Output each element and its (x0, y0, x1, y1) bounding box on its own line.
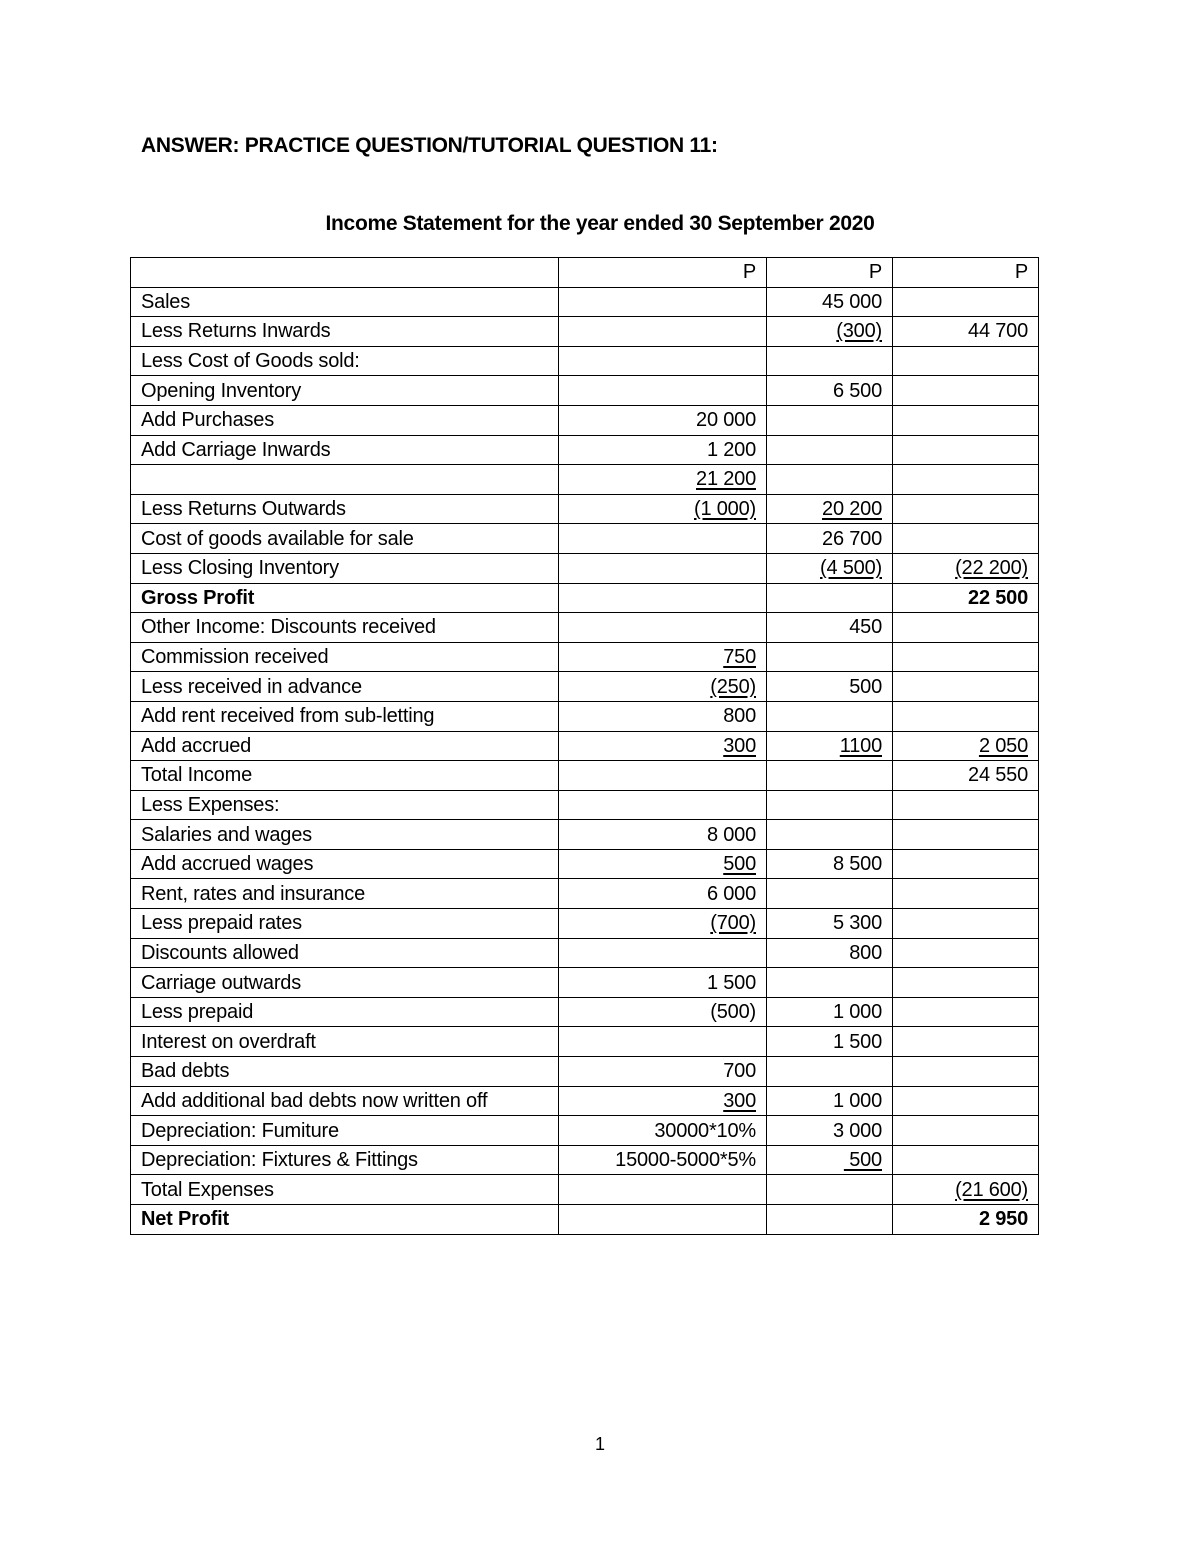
row-label: Less Expenses: (131, 790, 559, 820)
amount-cell-a (559, 1205, 767, 1235)
header-cell-label (131, 258, 559, 288)
amount-cell-a (559, 346, 767, 376)
amount-cell-b (767, 849, 893, 879)
amount-cell-c (893, 494, 1039, 524)
amount-value: 1 000 (832, 1001, 882, 1024)
amount-cell-c (893, 435, 1039, 465)
table-row (131, 761, 1039, 791)
row-label: Interest on overdraft (131, 1027, 559, 1057)
table-row (131, 1116, 1039, 1146)
table-row (131, 465, 1039, 495)
amount-cell-a (559, 879, 767, 909)
row-label: Bad debts (131, 1057, 559, 1087)
row-label: Depreciation: Fumiture (131, 1116, 559, 1146)
table-row (131, 1027, 1039, 1057)
amount-value: 700 (723, 1060, 756, 1083)
amount-cell-c (893, 938, 1039, 968)
amount-value: 15000-5000*5% (615, 1149, 756, 1172)
row-label: Total Income (131, 761, 559, 791)
amount-value: 3 000 (832, 1119, 882, 1142)
amount-value: 1 200 (706, 438, 756, 461)
row-label: Less Returns Inwards (131, 317, 559, 347)
amount-cell-c (893, 761, 1039, 791)
row-label: Commission received (131, 642, 559, 672)
amount-cell-a (559, 997, 767, 1027)
amount-cell-b (767, 405, 893, 435)
table-row (131, 494, 1039, 524)
row-label: Net Profit (131, 1205, 559, 1235)
table-row (131, 879, 1039, 909)
table-row (131, 287, 1039, 317)
header-cell-currency: P (893, 258, 1039, 288)
amount-cell-c (893, 346, 1039, 376)
amount-value: (500) (710, 1001, 756, 1024)
row-label: Add Purchases (131, 405, 559, 435)
amount-cell-a (559, 968, 767, 998)
row-label: Opening Inventory (131, 376, 559, 406)
amount-cell-b (767, 731, 893, 761)
table-row (131, 1057, 1039, 1087)
row-label: Salaries and wages (131, 820, 559, 850)
amount-value: 1 500 (706, 971, 756, 994)
amount-cell-b (767, 997, 893, 1027)
amount-value: 2 050 (978, 734, 1028, 757)
table-row (131, 1086, 1039, 1116)
amount-cell-b (767, 346, 893, 376)
table-row (131, 997, 1039, 1027)
table-row (131, 583, 1039, 613)
amount-value: 6 500 (832, 379, 882, 402)
row-label: Carriage outwards (131, 968, 559, 998)
amount-cell-b (767, 494, 893, 524)
table-row (131, 909, 1039, 939)
amount-cell-a (559, 435, 767, 465)
amount-cell-a (559, 287, 767, 317)
amount-cell-b (767, 701, 893, 731)
row-label: Less prepaid (131, 997, 559, 1027)
table-row (131, 849, 1039, 879)
table-row (131, 376, 1039, 406)
amount-value: 500 (723, 853, 756, 876)
amount-cell-c (893, 820, 1039, 850)
amount-cell-b (767, 1145, 893, 1175)
table-row (131, 1145, 1039, 1175)
amount-value: 8 000 (706, 823, 756, 846)
amount-cell-a (559, 465, 767, 495)
amount-cell-b (767, 465, 893, 495)
amount-cell-b (767, 1116, 893, 1146)
table-row (131, 317, 1039, 347)
row-label: Less Returns Outwards (131, 494, 559, 524)
amount-cell-b (767, 820, 893, 850)
table-row (131, 701, 1039, 731)
amount-cell-c (893, 642, 1039, 672)
amount-value: (4 500) (820, 557, 882, 580)
amount-value: 44 700 (968, 320, 1028, 343)
row-label: Add rent received from sub-letting (131, 701, 559, 731)
amount-cell-a (559, 701, 767, 731)
statement-title: Income Statement for the year ended 30 September 2020 (325, 212, 875, 235)
amount-value: 21 200 (696, 468, 756, 491)
amount-cell-b (767, 909, 893, 939)
row-label: Depreciation: Fixtures & Fittings (131, 1145, 559, 1175)
amount-cell-b (767, 938, 893, 968)
amount-cell-c (893, 997, 1039, 1027)
amount-cell-a (559, 820, 767, 850)
amount-cell-a (559, 613, 767, 643)
table-row (131, 435, 1039, 465)
amount-cell-a (559, 1145, 767, 1175)
amount-value: 300 (723, 734, 756, 757)
amount-cell-b (767, 613, 893, 643)
amount-value: 800 (849, 941, 882, 964)
amount-cell-b (767, 968, 893, 998)
row-label: Cost of goods available for sale (131, 524, 559, 554)
amount-cell-b (767, 642, 893, 672)
row-label: Add accrued wages (131, 849, 559, 879)
table-row (131, 642, 1039, 672)
amount-value: 800 (723, 705, 756, 728)
table-row (131, 790, 1039, 820)
document-heading: ANSWER: PRACTICE QUESTION/TUTORIAL QUESTION 11: (141, 134, 718, 157)
row-label: Total Expenses (131, 1175, 559, 1205)
amount-cell-b (767, 761, 893, 791)
table-row (131, 968, 1039, 998)
amount-cell-b (767, 1205, 893, 1235)
amount-cell-a (559, 1057, 767, 1087)
amount-cell-b (767, 376, 893, 406)
amount-value: 300 (723, 1089, 756, 1112)
row-label: Add additional bad debts now written off (131, 1086, 559, 1116)
row-label: Less received in advance (131, 672, 559, 702)
amount-cell-c (893, 1205, 1039, 1235)
amount-cell-c (893, 376, 1039, 406)
amount-value: (22 200) (955, 557, 1028, 580)
amount-cell-a (559, 1086, 767, 1116)
amount-cell-b (767, 879, 893, 909)
row-label: Add Carriage Inwards (131, 435, 559, 465)
amount-value: 8 500 (832, 853, 882, 876)
amount-cell-c (893, 1116, 1039, 1146)
amount-cell-c (893, 879, 1039, 909)
amount-cell-c (893, 1175, 1039, 1205)
amount-value: 1100 (839, 734, 882, 757)
table-row (131, 346, 1039, 376)
table-row (131, 820, 1039, 850)
table-row (131, 553, 1039, 583)
amount-cell-b (767, 317, 893, 347)
row-label: Gross Profit (131, 583, 559, 613)
amount-cell-a (559, 583, 767, 613)
row-label: Add accrued (131, 731, 559, 761)
table-row (131, 613, 1039, 643)
header-cell-currency: P (767, 258, 893, 288)
income-statement-body (131, 258, 1039, 1235)
amount-cell-c (893, 465, 1039, 495)
row-label: Less Cost of Goods sold: (131, 346, 559, 376)
amount-cell-c (893, 613, 1039, 643)
amount-cell-a (559, 642, 767, 672)
table-row (131, 938, 1039, 968)
amount-cell-a (559, 849, 767, 879)
amount-cell-c (893, 287, 1039, 317)
amount-cell-b (767, 553, 893, 583)
amount-value: 1 000 (832, 1089, 882, 1112)
amount-cell-b (767, 1086, 893, 1116)
amount-value: 30000*10% (654, 1119, 756, 1142)
row-label: Less prepaid rates (131, 909, 559, 939)
amount-value: 2 950 (978, 1208, 1028, 1231)
amount-cell-c (893, 524, 1039, 554)
amount-value: 500 (843, 1149, 882, 1172)
amount-cell-b (767, 790, 893, 820)
amount-cell-b (767, 524, 893, 554)
amount-value: (1 000) (694, 498, 756, 521)
amount-value: 5 300 (832, 912, 882, 935)
table-row (131, 405, 1039, 435)
amount-cell-c (893, 849, 1039, 879)
amount-value: 500 (849, 675, 882, 698)
table-row (131, 731, 1039, 761)
amount-value: 45 000 (822, 290, 882, 313)
amount-cell-a (559, 731, 767, 761)
amount-cell-c (893, 405, 1039, 435)
amount-cell-c (893, 1027, 1039, 1057)
row-label (131, 465, 559, 495)
amount-cell-c (893, 553, 1039, 583)
amount-value: 22 500 (968, 586, 1028, 609)
amount-value: (250) (710, 675, 756, 698)
amount-value: (21 600) (955, 1178, 1028, 1201)
amount-cell-a (559, 553, 767, 583)
amount-cell-a (559, 1116, 767, 1146)
amount-cell-c (893, 790, 1039, 820)
amount-cell-a (559, 376, 767, 406)
amount-cell-c (893, 1145, 1039, 1175)
amount-value: 26 700 (822, 527, 882, 550)
amount-cell-c (893, 672, 1039, 702)
amount-value: 750 (723, 646, 756, 669)
amount-cell-c (893, 701, 1039, 731)
amount-value: 6 000 (706, 882, 756, 905)
amount-value: 20 000 (696, 409, 756, 432)
amount-cell-a (559, 317, 767, 347)
amount-cell-a (559, 1027, 767, 1057)
table-row (131, 1175, 1039, 1205)
amount-cell-b (767, 672, 893, 702)
header-cell-currency: P (559, 258, 767, 288)
amount-cell-a (559, 494, 767, 524)
amount-value: 450 (849, 616, 882, 639)
row-label: Discounts allowed (131, 938, 559, 968)
income-statement-table (130, 257, 1039, 1235)
amount-cell-a (559, 524, 767, 554)
amount-cell-b (767, 435, 893, 465)
table-row (131, 524, 1039, 554)
amount-cell-b (767, 583, 893, 613)
amount-value: 1 500 (832, 1030, 882, 1053)
amount-value: 20 200 (822, 498, 882, 521)
amount-cell-c (893, 731, 1039, 761)
amount-cell-b (767, 287, 893, 317)
page-number: 1 (594, 1434, 605, 1454)
amount-cell-a (559, 790, 767, 820)
table-header-row (131, 258, 1039, 288)
amount-cell-c (893, 317, 1039, 347)
row-label: Less Closing Inventory (131, 553, 559, 583)
amount-cell-c (893, 968, 1039, 998)
amount-cell-a (559, 938, 767, 968)
table-row (131, 1205, 1039, 1235)
amount-cell-a (559, 761, 767, 791)
amount-cell-c (893, 583, 1039, 613)
amount-value: (700) (710, 912, 756, 935)
table-row (131, 672, 1039, 702)
amount-cell-b (767, 1027, 893, 1057)
row-label: Other Income: Discounts received (131, 613, 559, 643)
row-label: Rent, rates and insurance (131, 879, 559, 909)
amount-cell-b (767, 1175, 893, 1205)
amount-cell-a (559, 672, 767, 702)
amount-cell-c (893, 1057, 1039, 1087)
amount-cell-b (767, 1057, 893, 1087)
amount-cell-a (559, 405, 767, 435)
amount-value: 24 550 (968, 764, 1028, 787)
row-label: Sales (131, 287, 559, 317)
amount-cell-c (893, 1086, 1039, 1116)
amount-cell-c (893, 909, 1039, 939)
amount-value: (300) (836, 320, 882, 343)
amount-cell-a (559, 909, 767, 939)
amount-cell-a (559, 1175, 767, 1205)
